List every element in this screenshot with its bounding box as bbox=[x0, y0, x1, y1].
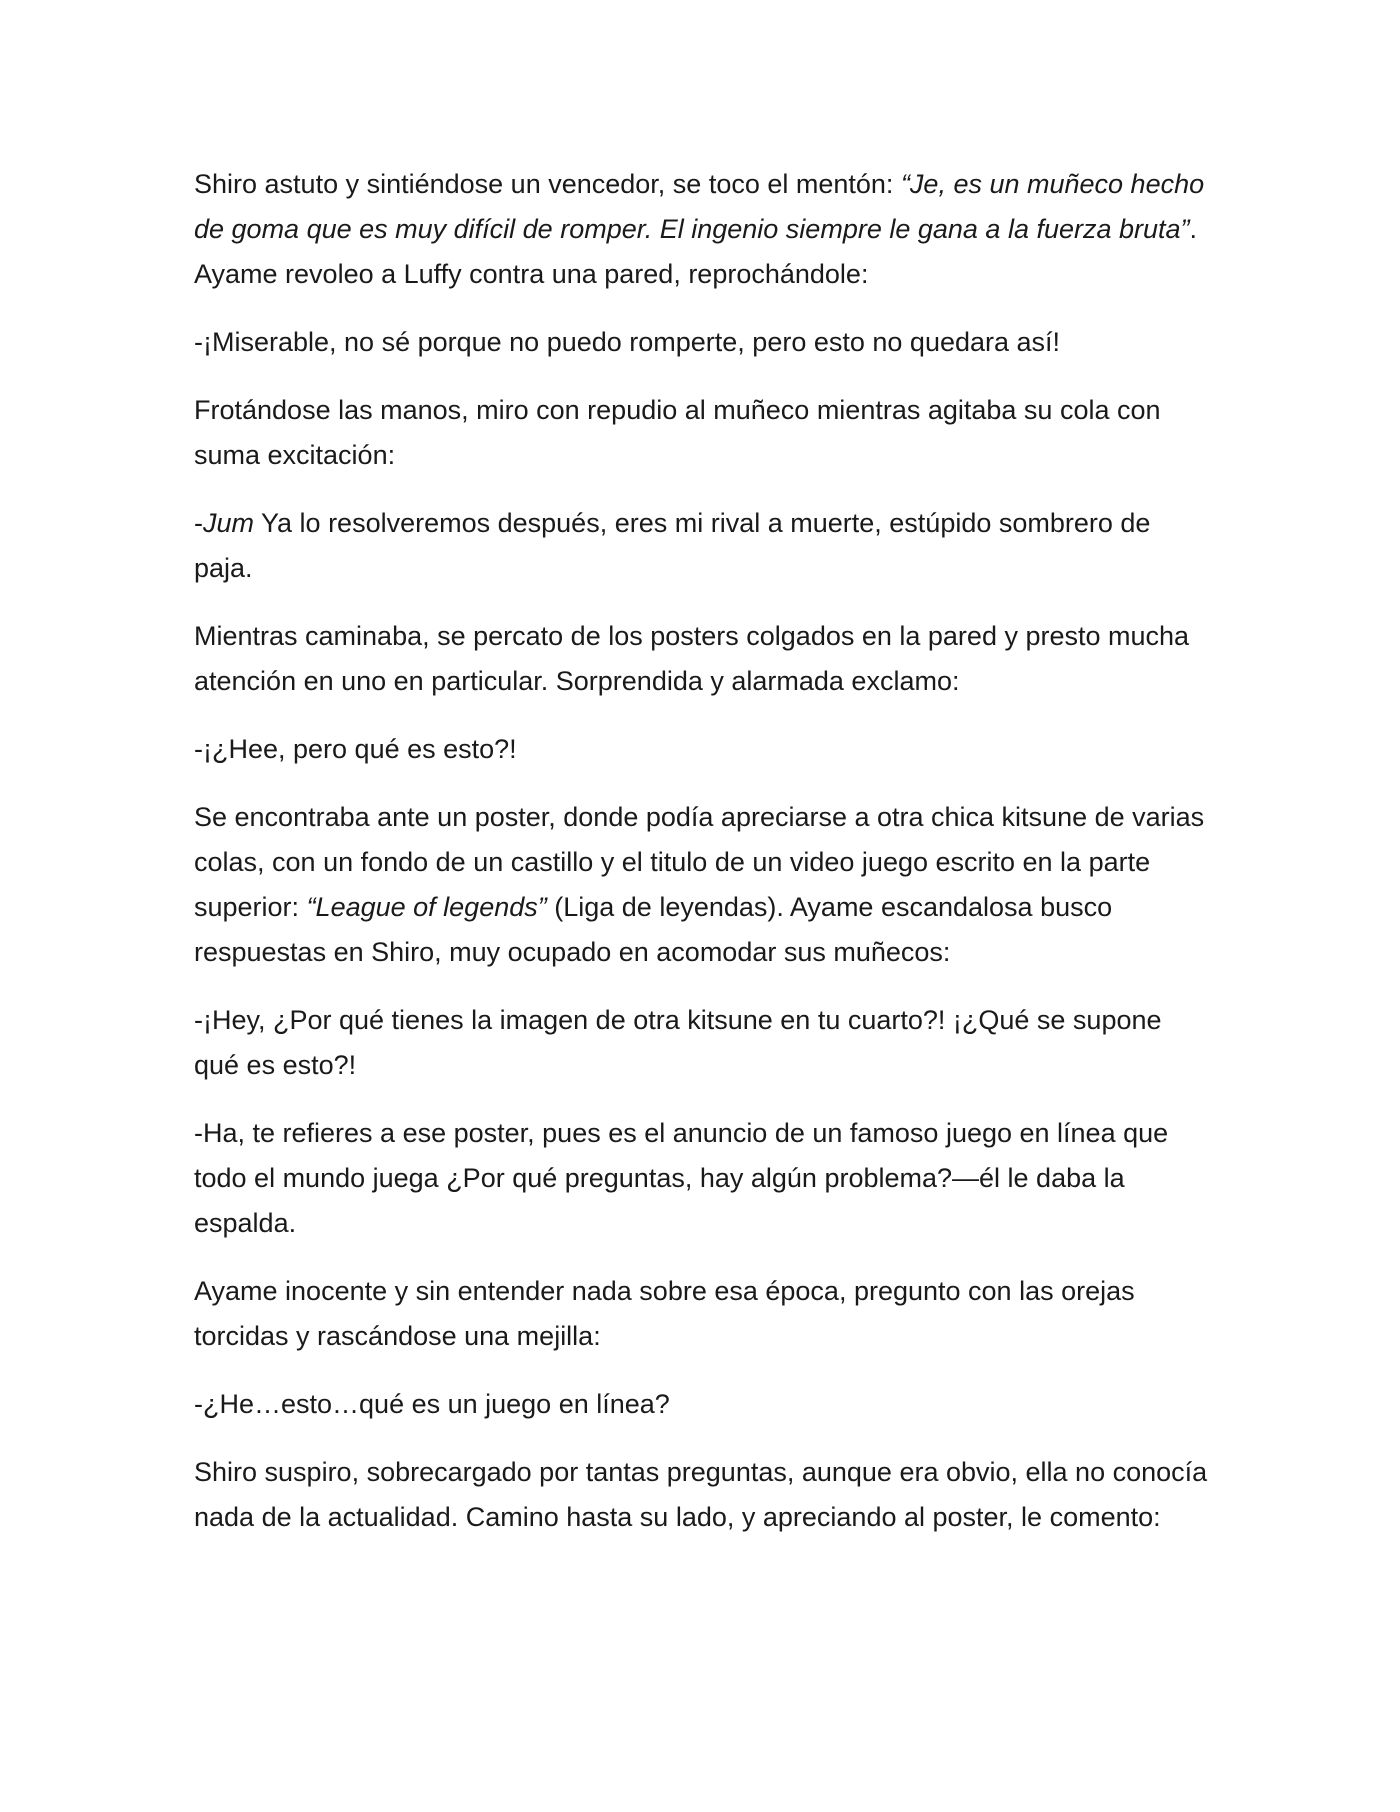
paragraph: Se encontraba ante un poster, donde podía apreciarse a otra chica kitsune de varias colas, con un fondo de un castillo y el titulo de un video juego escrito en la parte superior: “League of legends” (Liga de leyendas). Ayame escandalosa busco respuestas en Shiro, muy ocupado en acomodar sus muñecos: bbox=[194, 802, 1205, 967]
paragraph: Shiro astuto y sintiéndose un vencedor, se toco el mentón: “Je, es un muñeco hecho de goma que es muy difícil de romper. El ingenio siempre le gana a la fuerza bruta”. Ayame revoleo a Luffy contra una pared, reprochándole: bbox=[194, 169, 1205, 289]
paragraph: Shiro suspiro, sobrecargado por tantas preguntas, aunque era obvio, ella no conocía nada de la actualidad. Camino hasta su lado, y apreciando al poster, le comento: bbox=[194, 1457, 1208, 1532]
paragraph: Frotándose las manos, miro con repudio al muñeco mientras agitaba su cola con suma excitación: bbox=[194, 395, 1161, 470]
paragraph: -¡Miserable, no sé porque no puedo romperte, pero esto no quedara así! bbox=[194, 327, 1061, 357]
paragraph: -¿He…esto…qué es un juego en línea? bbox=[194, 1389, 670, 1419]
paragraph: -Jum Ya lo resolveremos después, eres mi rival a muerte, estúpido sombrero de paja. bbox=[194, 508, 1151, 583]
document-page bbox=[194, 162, 1214, 1563]
paragraph: -¡¿Hee, pero qué es esto?! bbox=[194, 734, 517, 764]
paragraph: -¡Hey, ¿Por qué tienes la imagen de otra kitsune en tu cuarto?! ¡¿Qué se supone qué es esto?! bbox=[194, 1005, 1162, 1080]
paragraph: Mientras caminaba, se percato de los posters colgados en la pared y presto mucha atención en uno en particular. Sorprendida y alarmada exclamo: bbox=[194, 621, 1190, 696]
paragraph: -Ha, te refieres a ese poster, pues es el anuncio de un famoso juego en línea que todo el mundo juega ¿Por qué preguntas, hay algún problema?—él le daba la espalda. bbox=[194, 1118, 1169, 1238]
paragraph: Ayame inocente y sin entender nada sobre esa época, pregunto con las orejas torcidas y rascándose una mejilla: bbox=[194, 1276, 1135, 1351]
